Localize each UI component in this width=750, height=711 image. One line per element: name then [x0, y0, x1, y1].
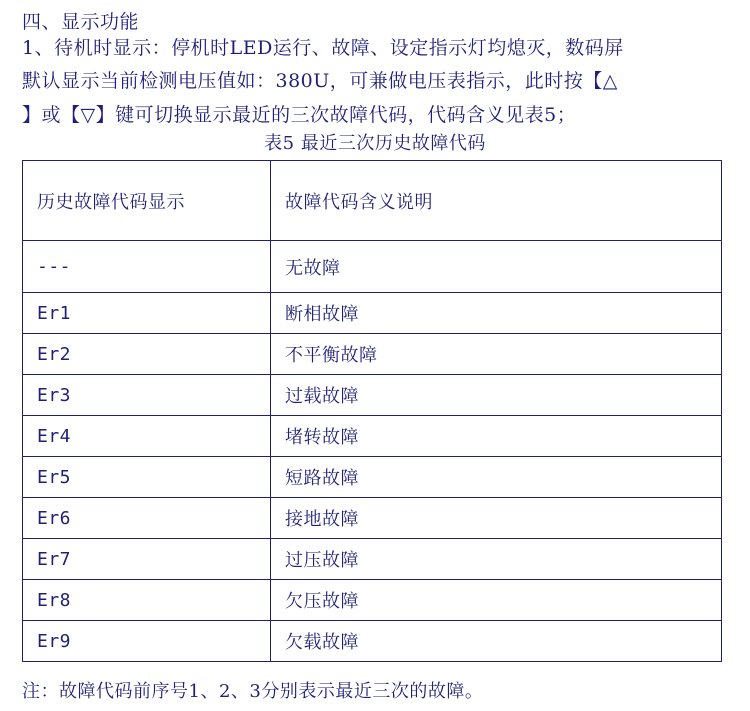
table-row [23, 621, 722, 662]
fault-code-cell: Er2 [23, 334, 271, 375]
fault-code-table [22, 160, 722, 662]
fault-meaning-cell: 断相故障 [271, 293, 722, 334]
table-header-row [23, 161, 722, 241]
header-code-display: 历史故障代码显示 [23, 161, 271, 241]
paragraph-line-1: 1、待机时显示：停机时LED运行、故障、设定指示灯均熄灭，数码屏 [22, 37, 624, 59]
fault-meaning-cell: 短路故障 [271, 457, 722, 498]
table-row [23, 498, 722, 539]
fault-code-cell: Er1 [23, 293, 271, 334]
fault-meaning-cell: 欠压故障 [271, 580, 722, 621]
table-row [23, 539, 722, 580]
fault-meaning-cell: 欠载故障 [271, 621, 722, 662]
fault-meaning-cell: 接地故障 [271, 498, 722, 539]
fault-code-cell: Er4 [23, 416, 271, 457]
table-row [23, 334, 722, 375]
fault-meaning-cell: 过载故障 [271, 375, 722, 416]
table-caption: 表5 最近三次历史故障代码 [264, 133, 486, 154]
paragraph-line-3: 】或【▽】键可切换显示最近的三次故障代码，代码含义见表5； [22, 104, 577, 126]
fault-code-cell: Er6 [23, 498, 271, 539]
table-row [23, 293, 722, 334]
fault-code-cell: Er5 [23, 457, 271, 498]
section-heading: 四、显示功能 [22, 11, 140, 33]
header-code-meaning: 故障代码含义说明 [271, 161, 722, 241]
fault-code-cell: Er7 [23, 539, 271, 580]
table-row [23, 375, 722, 416]
fault-meaning-cell: 过压故障 [271, 539, 722, 580]
paragraph-line-2: 默认显示当前检测电压值如：380U，可兼做电压表指示，此时按【△ [22, 70, 618, 92]
footnote: 注：故障代码前序号1、2、3分别表示最近三次的故障。 [22, 681, 484, 702]
fault-code-cell: Er8 [23, 580, 271, 621]
fault-code-cell: --- [23, 241, 271, 293]
fault-code-cell: Er3 [23, 375, 271, 416]
table-row [23, 580, 722, 621]
fault-code-cell: Er9 [23, 621, 271, 662]
fault-meaning-cell: 无故障 [271, 241, 722, 293]
table-row [23, 457, 722, 498]
table-row [23, 416, 722, 457]
table-row [23, 241, 722, 293]
fault-meaning-cell: 不平衡故障 [271, 334, 722, 375]
fault-meaning-cell: 堵转故障 [271, 416, 722, 457]
